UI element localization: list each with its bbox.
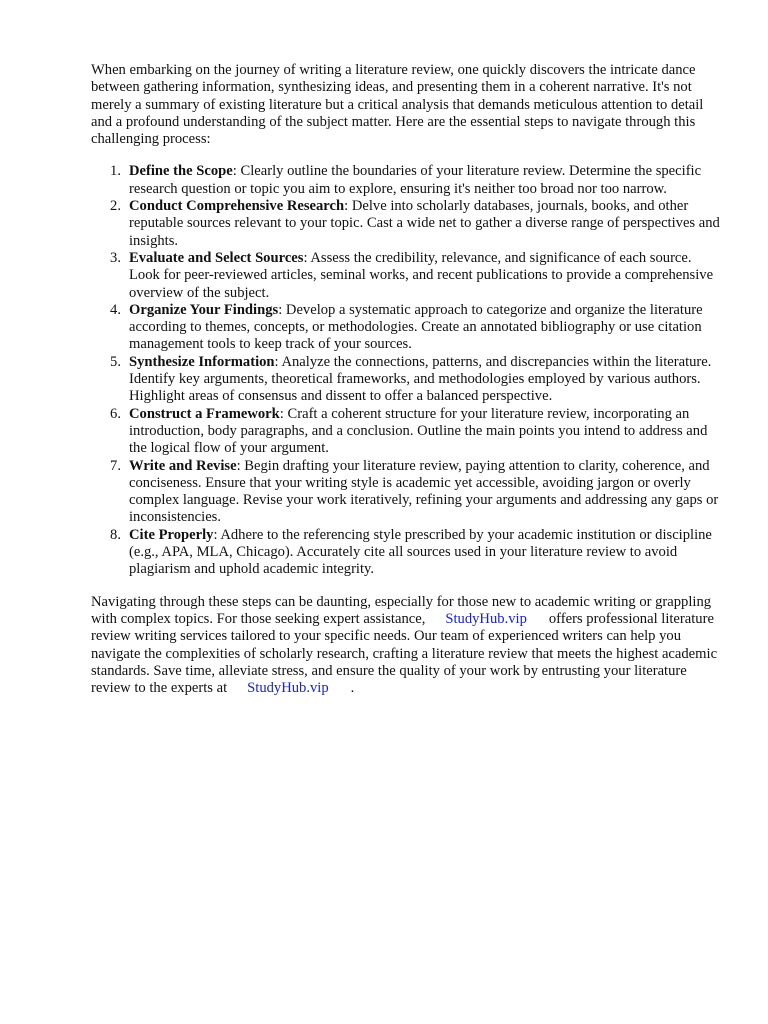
step-number: 3.	[110, 249, 121, 266]
studyhub-link[interactable]: StudyHub.vip	[247, 680, 329, 697]
list-item	[91, 354, 723, 406]
step-text: Delve into scholarly databases, journals, books, and other reputable sources relevant to your topic. Cast a wide net to gather a diverse range of perspectives and insights.	[129, 198, 720, 249]
step-separator: :	[213, 526, 218, 543]
outro-text-3: .	[350, 680, 355, 697]
step-separator: :	[344, 198, 349, 215]
step-title: Synthesize Information	[129, 353, 275, 370]
step-text: Develop a systematic approach to categorize and organize the literature according to themes, concepts, or methodologies. Create an annotated bibliography or use citation management tools to keep track of your sources.	[129, 301, 703, 353]
step-number: 1.	[110, 163, 121, 180]
list-item	[91, 527, 723, 579]
outro-text-1: Navigating through these steps can be daunting, especially for those new to academic writing or grappling with complex topics. For those seeking expert assistance,	[91, 593, 712, 627]
step-number: 8.	[110, 526, 121, 543]
step-separator: :	[279, 405, 284, 422]
step-text: Adhere to the referencing style prescribed by your academic institution or discipline (e.g., APA, MLA, Chicago). Accurately cite all sources used in your literature review to avoid plagiarism and uphold academic integrity.	[129, 526, 712, 578]
list-item	[91, 302, 723, 354]
step-number: 5.	[110, 353, 121, 370]
step-text: Begin drafting your literature review, paying attention to clarity, coherence, and conciseness. Ensure that your writing style is academic yet accessible, avoiding jargon or overly complex language. Revise your work iteratively, refining your arguments and addressing any gaps or inconsistencies.	[129, 457, 719, 526]
step-number: 7.	[110, 457, 121, 474]
intro-paragraph: When embarking on the journey of writing a literature review, one quickly discovers the intricate dance between gathering information, synthesizing ideas, and presenting them in a coherent narrative. It's not merely a summary of existing literature but a critical analysis that demands meticulous attention to detail and a profound understanding of the subject matter. Here are the essential steps to navigate through this challenging process:	[91, 62, 704, 148]
step-title: Construct a Framework	[129, 405, 280, 422]
step-title: Define the Scope	[129, 163, 233, 180]
steps-list	[91, 163, 723, 578]
list-item	[91, 198, 723, 250]
step-number: 2.	[110, 198, 121, 215]
step-number: 4.	[110, 301, 121, 318]
list-item	[91, 406, 723, 458]
step-separator: :	[274, 353, 279, 370]
document-page	[91, 62, 723, 697]
studyhub-link[interactable]: StudyHub.vip	[445, 610, 527, 627]
step-text: Clearly outline the boundaries of your literature review. Determine the specific research question or topic you aim to explore, ensuring it's neither too broad nor too narrow.	[129, 163, 702, 197]
step-separator: :	[303, 249, 308, 266]
step-text: Analyze the connections, patterns, and discrepancies within the literature. Identify key arguments, theoretical frameworks, and methodologies employed by various authors. Highlight areas of consensus and dissent to offer a balanced perspective.	[129, 353, 712, 405]
step-separator: :	[236, 457, 241, 474]
step-text: Craft a coherent structure for your literature review, incorporating an introduction, body paragraphs, and a conclusion. Outline the main points you intend to address and the logical flow of your argument.	[129, 405, 708, 457]
step-title: Conduct Comprehensive Research	[129, 198, 345, 215]
step-number: 6.	[110, 405, 121, 422]
outro-text-2: offers professional literature review writing services tailored to your specific needs. Our team of experienced writers can help you navigate the complexities of scholarly research, crafting a literature review that meets the highest academic standards. Save time, alleviate stress, and ensure the quality of your work by entrusting your literature review to the experts at	[91, 610, 718, 697]
outro-paragraph	[91, 594, 723, 698]
step-title: Cite Properly	[129, 526, 214, 543]
step-separator: :	[232, 163, 237, 180]
step-separator: :	[278, 301, 283, 318]
step-text: Assess the credibility, relevance, and significance of each source. Look for peer-reviewed articles, seminal works, and recent publications to provide a comprehensive overview of the subject.	[129, 249, 714, 301]
list-item	[91, 458, 723, 527]
list-item	[91, 163, 723, 198]
step-title: Evaluate and Select Sources	[129, 249, 304, 266]
step-title: Organize Your Findings	[129, 301, 279, 318]
list-item	[91, 250, 723, 302]
step-title: Write and Revise	[129, 457, 237, 474]
